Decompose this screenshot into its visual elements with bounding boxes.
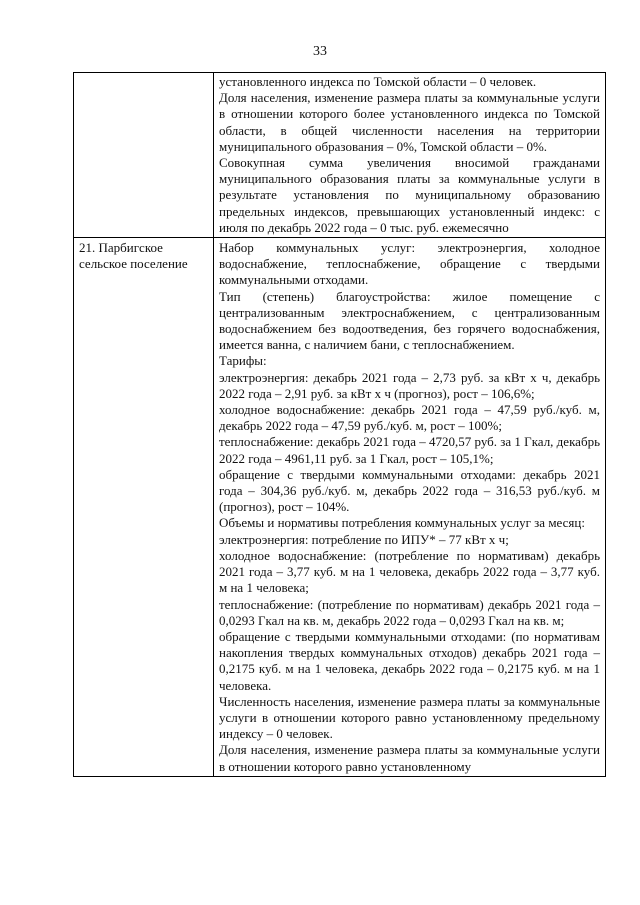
paragraph: Объемы и нормативы потребления коммунальных услуг за месяц: — [219, 515, 585, 531]
paragraph: обращение с твердыми коммунальными отходами: декабрь 2021 года – 304,36 руб./куб. м, декабрь 2022 года – 316,53 руб./куб. м (прогноз), рост – 104%. — [219, 466, 600, 515]
paragraph: электроэнергия: декабрь 2021 года – 2,73 руб. за кВт х ч, декабрь 2022 года – 2,91 руб. за кВт х ч (прогноз), рост – 106,6%; — [219, 369, 600, 401]
paragraph: Доля населения, изменение размера платы за коммунальные услуги в отношении которого более установленного индекса по Томской области, в общей численности населения на территории муниципального образования – 0%, Томской области – 0%. — [219, 90, 600, 154]
paragraph: установленного индекса по Томской области – 0 человек. — [219, 74, 537, 89]
page-number: 33 — [313, 44, 327, 59]
settlement-cell — [74, 73, 214, 238]
details-cell — [214, 238, 606, 777]
paragraph: Тип (степень) благоустройства: жилое помещение с централизованным электроснабжением, с централизованным водоснабжением без водоотведения, без горячего водоснабжения, имеется ванна, с наличием бани, с теплоснабжением. — [219, 288, 600, 353]
paragraph: теплоснабжение: декабрь 2021 года – 4720,57 руб. за 1 Гкал, декабрь 2022 года – 4961,11 руб. за 1 Гкал, рост – 105,1%; — [219, 434, 600, 466]
paragraph: теплоснабжение: (потребление по нормативам) декабрь 2021 года – 0,0293 Гкал на кв. м, декабрь 2022 года – 0,0293 Гкал на кв. м; — [219, 596, 600, 628]
details-cell — [214, 73, 606, 238]
indicators-table — [73, 72, 606, 777]
paragraph: обращение с твердыми коммунальными отходами: (по нормативам накопления твердых коммунальных отходов) декабрь 2021 года – 0,2175 куб. м на 1 человека, декабрь 2022 года – 0,2175 куб. м на 1 человека. — [219, 628, 600, 693]
paragraph: Доля населения, изменение размера платы за коммунальные услуги в отношении которого равно установленному — [219, 742, 600, 774]
paragraph: холодное водоснабжение: декабрь 2021 года – 47,59 руб./куб. м, декабрь 2022 года – 47,59 руб./куб. м, рост – 100%; — [219, 402, 600, 434]
paragraph: Численность населения, изменение размера платы за коммунальные услуги в отношении которого равно установленному предельному индексу – 0 человек. — [219, 693, 600, 742]
table-row — [74, 73, 606, 238]
paragraph: электроэнергия: потребление по ИПУ* – 77 кВт х ч; — [219, 531, 509, 547]
paragraph: холодное водоснабжение: (потребление по нормативам) декабрь 2021 года – 3,77 куб. м на 1 человека, декабрь 2022 года – 3,77 куб. м на 1 человека; — [219, 547, 600, 596]
settlement-cell: 21. Парбигское сельское поселение — [74, 238, 214, 777]
paragraph: Тарифы: — [219, 353, 267, 369]
paragraph: Набор коммунальных услуг: электроэнергия, холодное водоснабжение, теплоснабжение, обращение с твердыми коммунальными отходами. — [219, 240, 600, 288]
paragraph: Совокупная сумма увеличения вносимой гражданами муниципального образования платы за коммунальные услуги в результате установления по муниципальному образованию предельных индексов, превышающих установленный индекс: с июля по декабрь 2022 года – 0 тыс. руб. ежемесячно — [219, 155, 600, 235]
table-row — [74, 238, 606, 777]
